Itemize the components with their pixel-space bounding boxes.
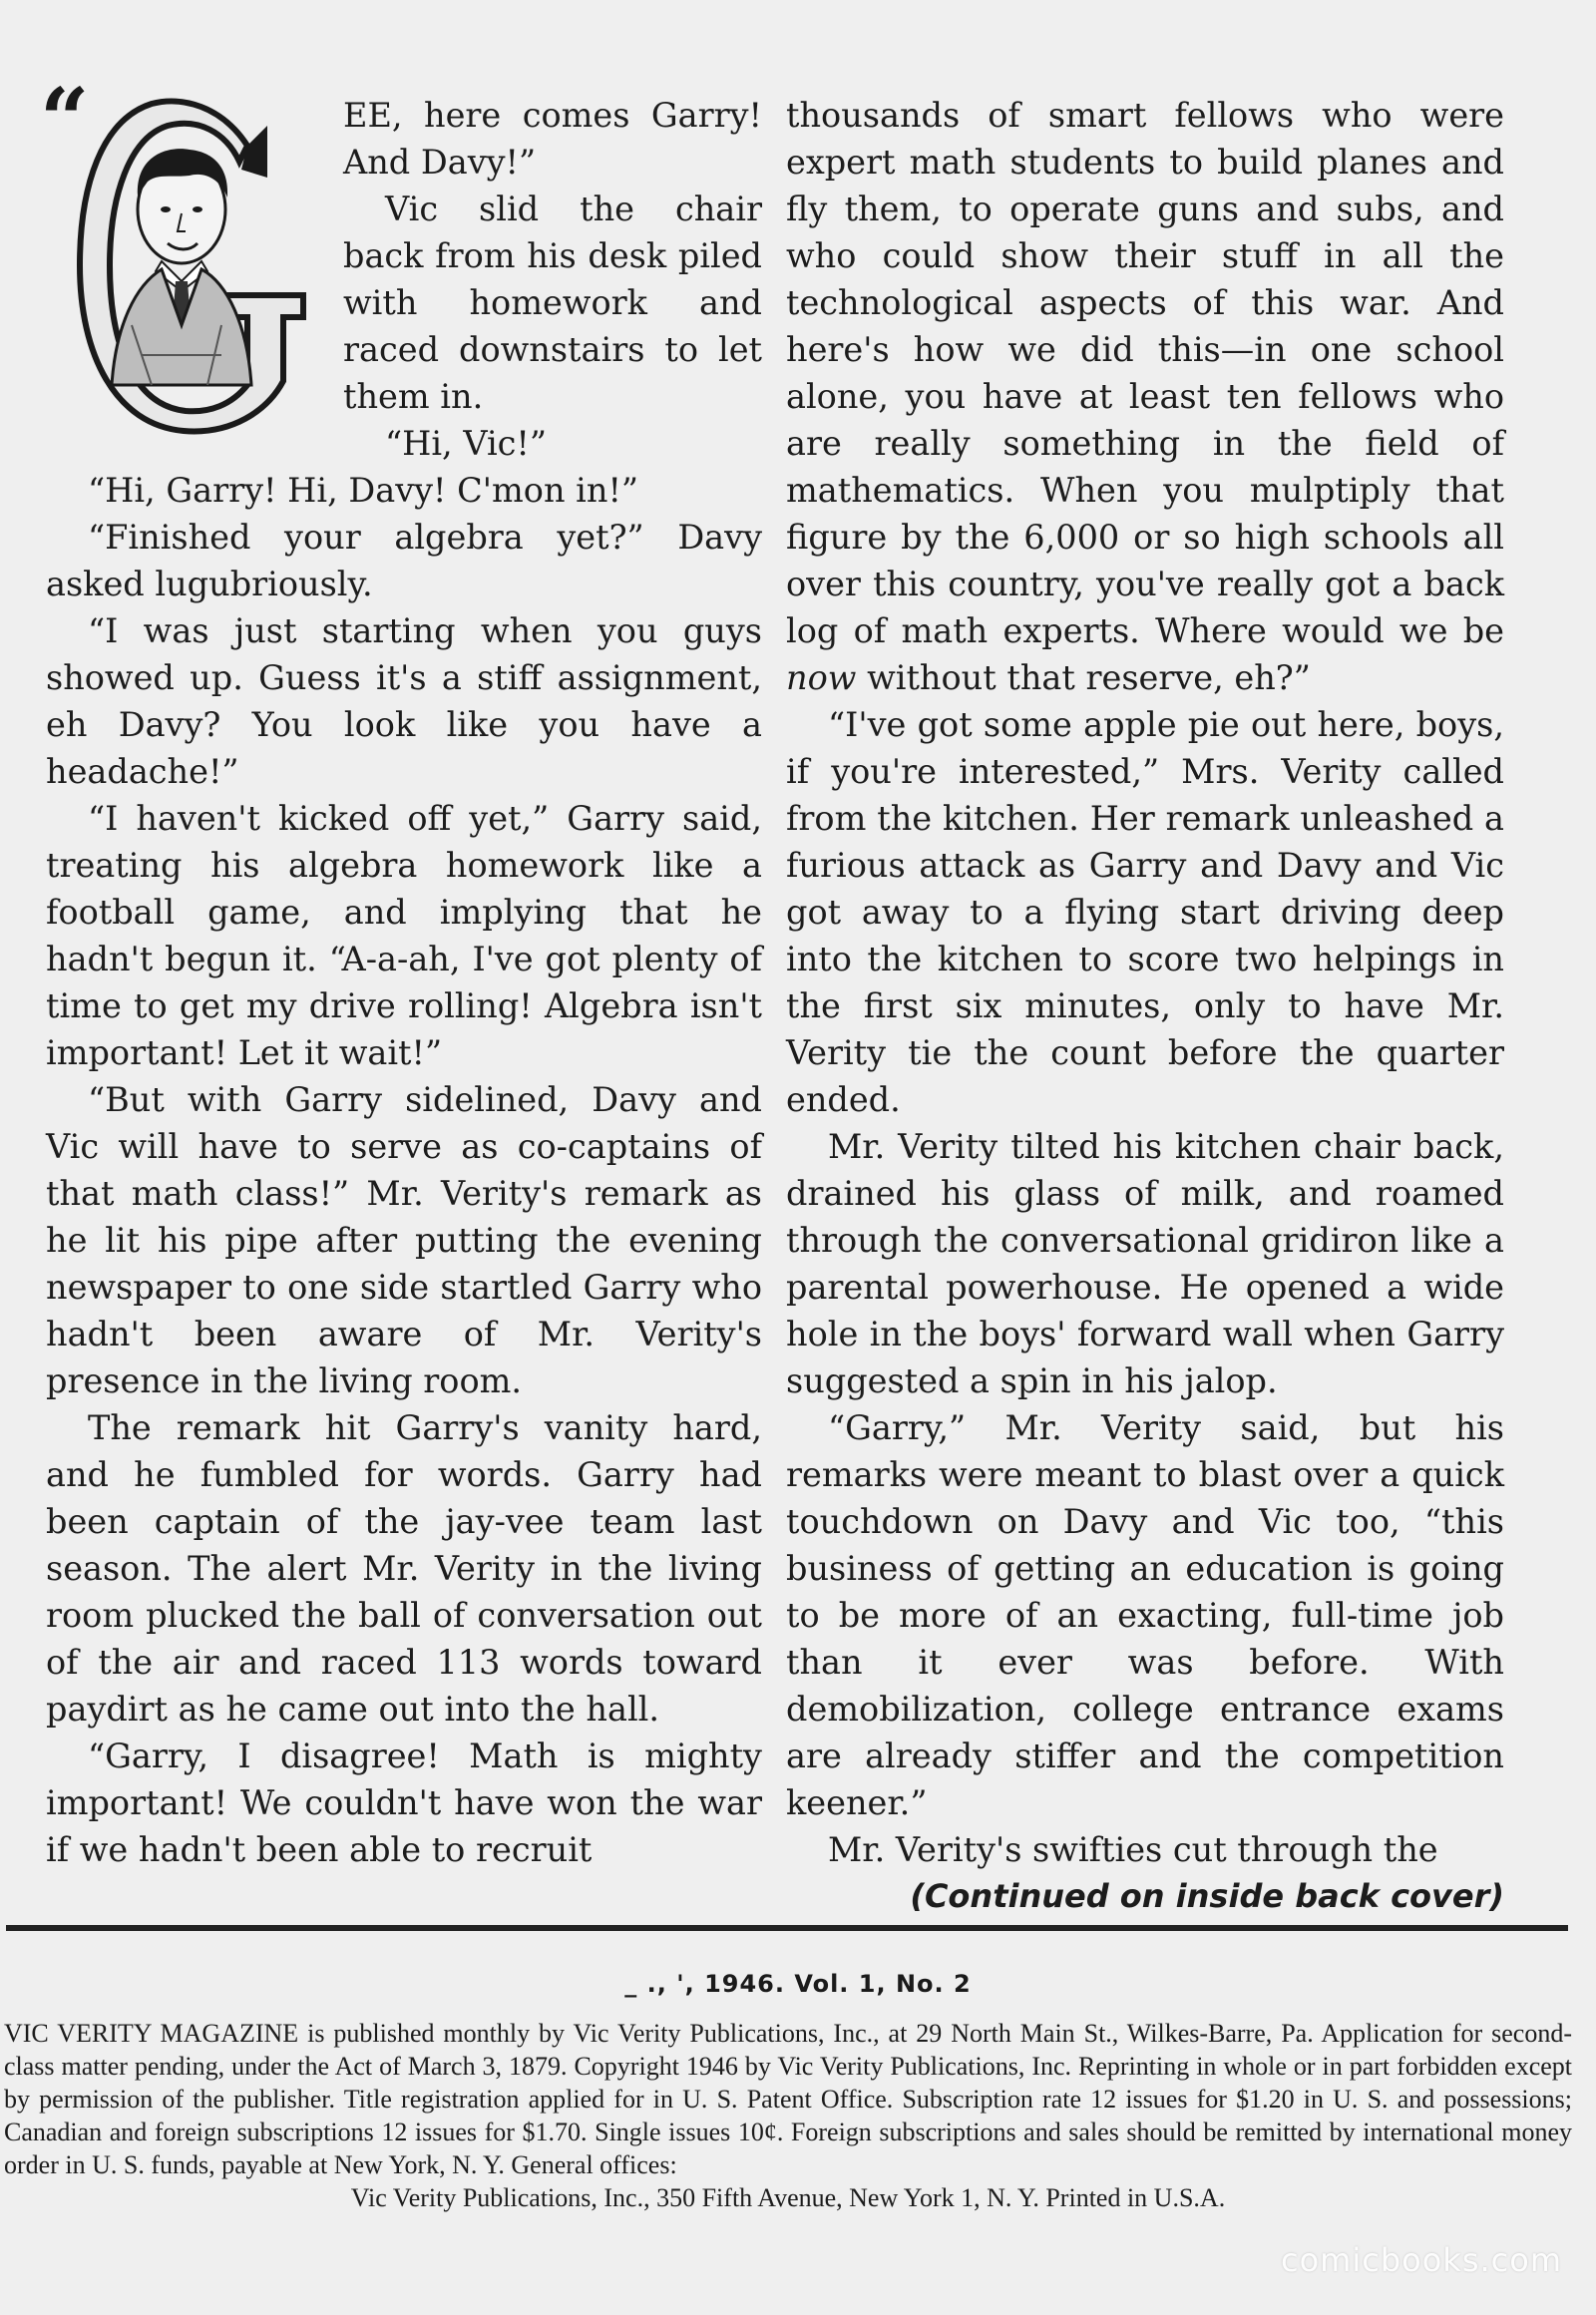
masthead-text: VIC VERITY MAGAZINE is published monthly by Vic Verity Publications, Inc., at 29 North Main St., Wilkes-Barre, Pa. Application for second-class matter pending, under the Act of March 3, 1879. Copyright 1946 by Vic Verity Publications, Inc. Reprinting in whole or in part forbidden except by permission of the publisher. Title registration applied for in U. S. Patent Office. Subscription rate 12 issues for $1.20 in U. S. and possessions; Canadian and foreign subscriptions 12 issues for $1.70. Single issues 10¢. Foreign subscriptions and sales should be remitted by international money order in U. S. funds, payable at New York, N. Y. General offices:: [4, 2019, 1572, 2179]
paragraph: “But with Garry sidelined, Davy and Vic will have to serve as co-captains of that math class!” Mr. Verity's remark as he lit his pipe after putting the evening newspaper to one side startled Garry who hadn't been aware of Mr. Verity's presence in the living room.: [46, 1080, 762, 1400]
site-watermark: comicbooks.com: [1280, 2241, 1562, 2279]
paragraph: “Hi, Garry! Hi, Davy! C'mon in!”: [88, 471, 639, 510]
paragraph: Vic slid the chair back from his desk piled with homework and raced downstairs to let them in.: [343, 190, 762, 416]
divider-rule: [6, 1925, 1568, 1931]
paragraph: The remark hit Garry's vanity hard, and he fumbled for words. Garry had been captain of the jay-vee team last season. The alert Mr. Verity in the living room plucked the ball of conversation out of the air and raced 113 words toward paydirt as he came out into the hall.: [46, 1408, 762, 1729]
emphasis: now: [786, 658, 857, 697]
paragraph: Mr. Verity tilted his kitchen chair back, drained his glass of milk, and roamed through the conversational gridiron like a parental powerhouse. He opened a wide hole in the boys' forward wall when Garry suggested a spin in his jalop.: [786, 1127, 1504, 1400]
article-column-left: [46, 92, 762, 1873]
paragraph: “Hi, Vic!”: [385, 424, 548, 463]
paragraph: “Garry,” Mr. Verity said, but his remarks were meant to blast over a quick touchdown on Davy and Vic too, “this business of getting an education is going to be more of an exacting, full-time job than it ever was before. With demobilization, college entrance exams are already stiffer and the competition keener.”: [786, 1408, 1504, 1822]
opening-quote-mark: “: [40, 70, 90, 171]
paragraph: “I've got some apple pie out here, boys, if you're interested,” Mrs. Verity called from the kitchen. Her remark unleashed a furious attack as Garry and Davy and Vic got away to a flying start driving deep into the kitchen to score two helpings in the first six minutes, only to have Mr. Verity tie the count before the quarter ended.: [786, 705, 1504, 1119]
paragraph: “Finished your algebra yet?” Davy asked lugubriously.: [46, 518, 762, 603]
masthead-last-line: Vic Verity Publications, Inc., 350 Fifth Avenue, New York 1, N. Y. Printed in U.S.A.: [350, 2183, 1226, 2212]
continued-note: (Continued on inside back cover): [910, 1877, 1504, 1915]
paragraph: EE, here comes Garry! And Davy!”: [343, 96, 762, 182]
paragraph: “I was just starting when you guys showed up. Guess it's a stiff assignment, eh Davy? You look like you have a headache!”: [46, 611, 762, 791]
paragraph: “Garry, I disagree! Math is mighty important! We couldn't have won the war if we hadn't been able to recruit: [46, 1736, 762, 1869]
paragraph: Mr. Verity's swifties cut through the: [828, 1830, 1438, 1869]
paragraph: thousands of smart fellows who were expert math students to build planes and fly them, to operate guns and subs, and who could show their stuff in all the technological aspects of this war. And here's how we did this—in one school alone, you have at least ten fellows who are really something in the field of mathematics. When you mulptiply that figure by the 6,000 or so high schools all over this country, you've really got a back log of math experts. Where would we be now without that reserve, eh?”: [786, 96, 1504, 697]
paragraph: “I haven't kicked off yet,” Garry said, treating his algebra homework like a football game, and implying that he hadn't begun it. “A-a-ah, I've got plenty of time to get my drive rolling! Algebra isn't important! Let it wait!”: [46, 799, 762, 1072]
article-column-right: [786, 92, 1504, 1920]
publication-statement: [4, 2017, 1572, 2214]
issue-info: _ ., ', 1946. Vol. 1, No. 2: [624, 1970, 972, 1998]
